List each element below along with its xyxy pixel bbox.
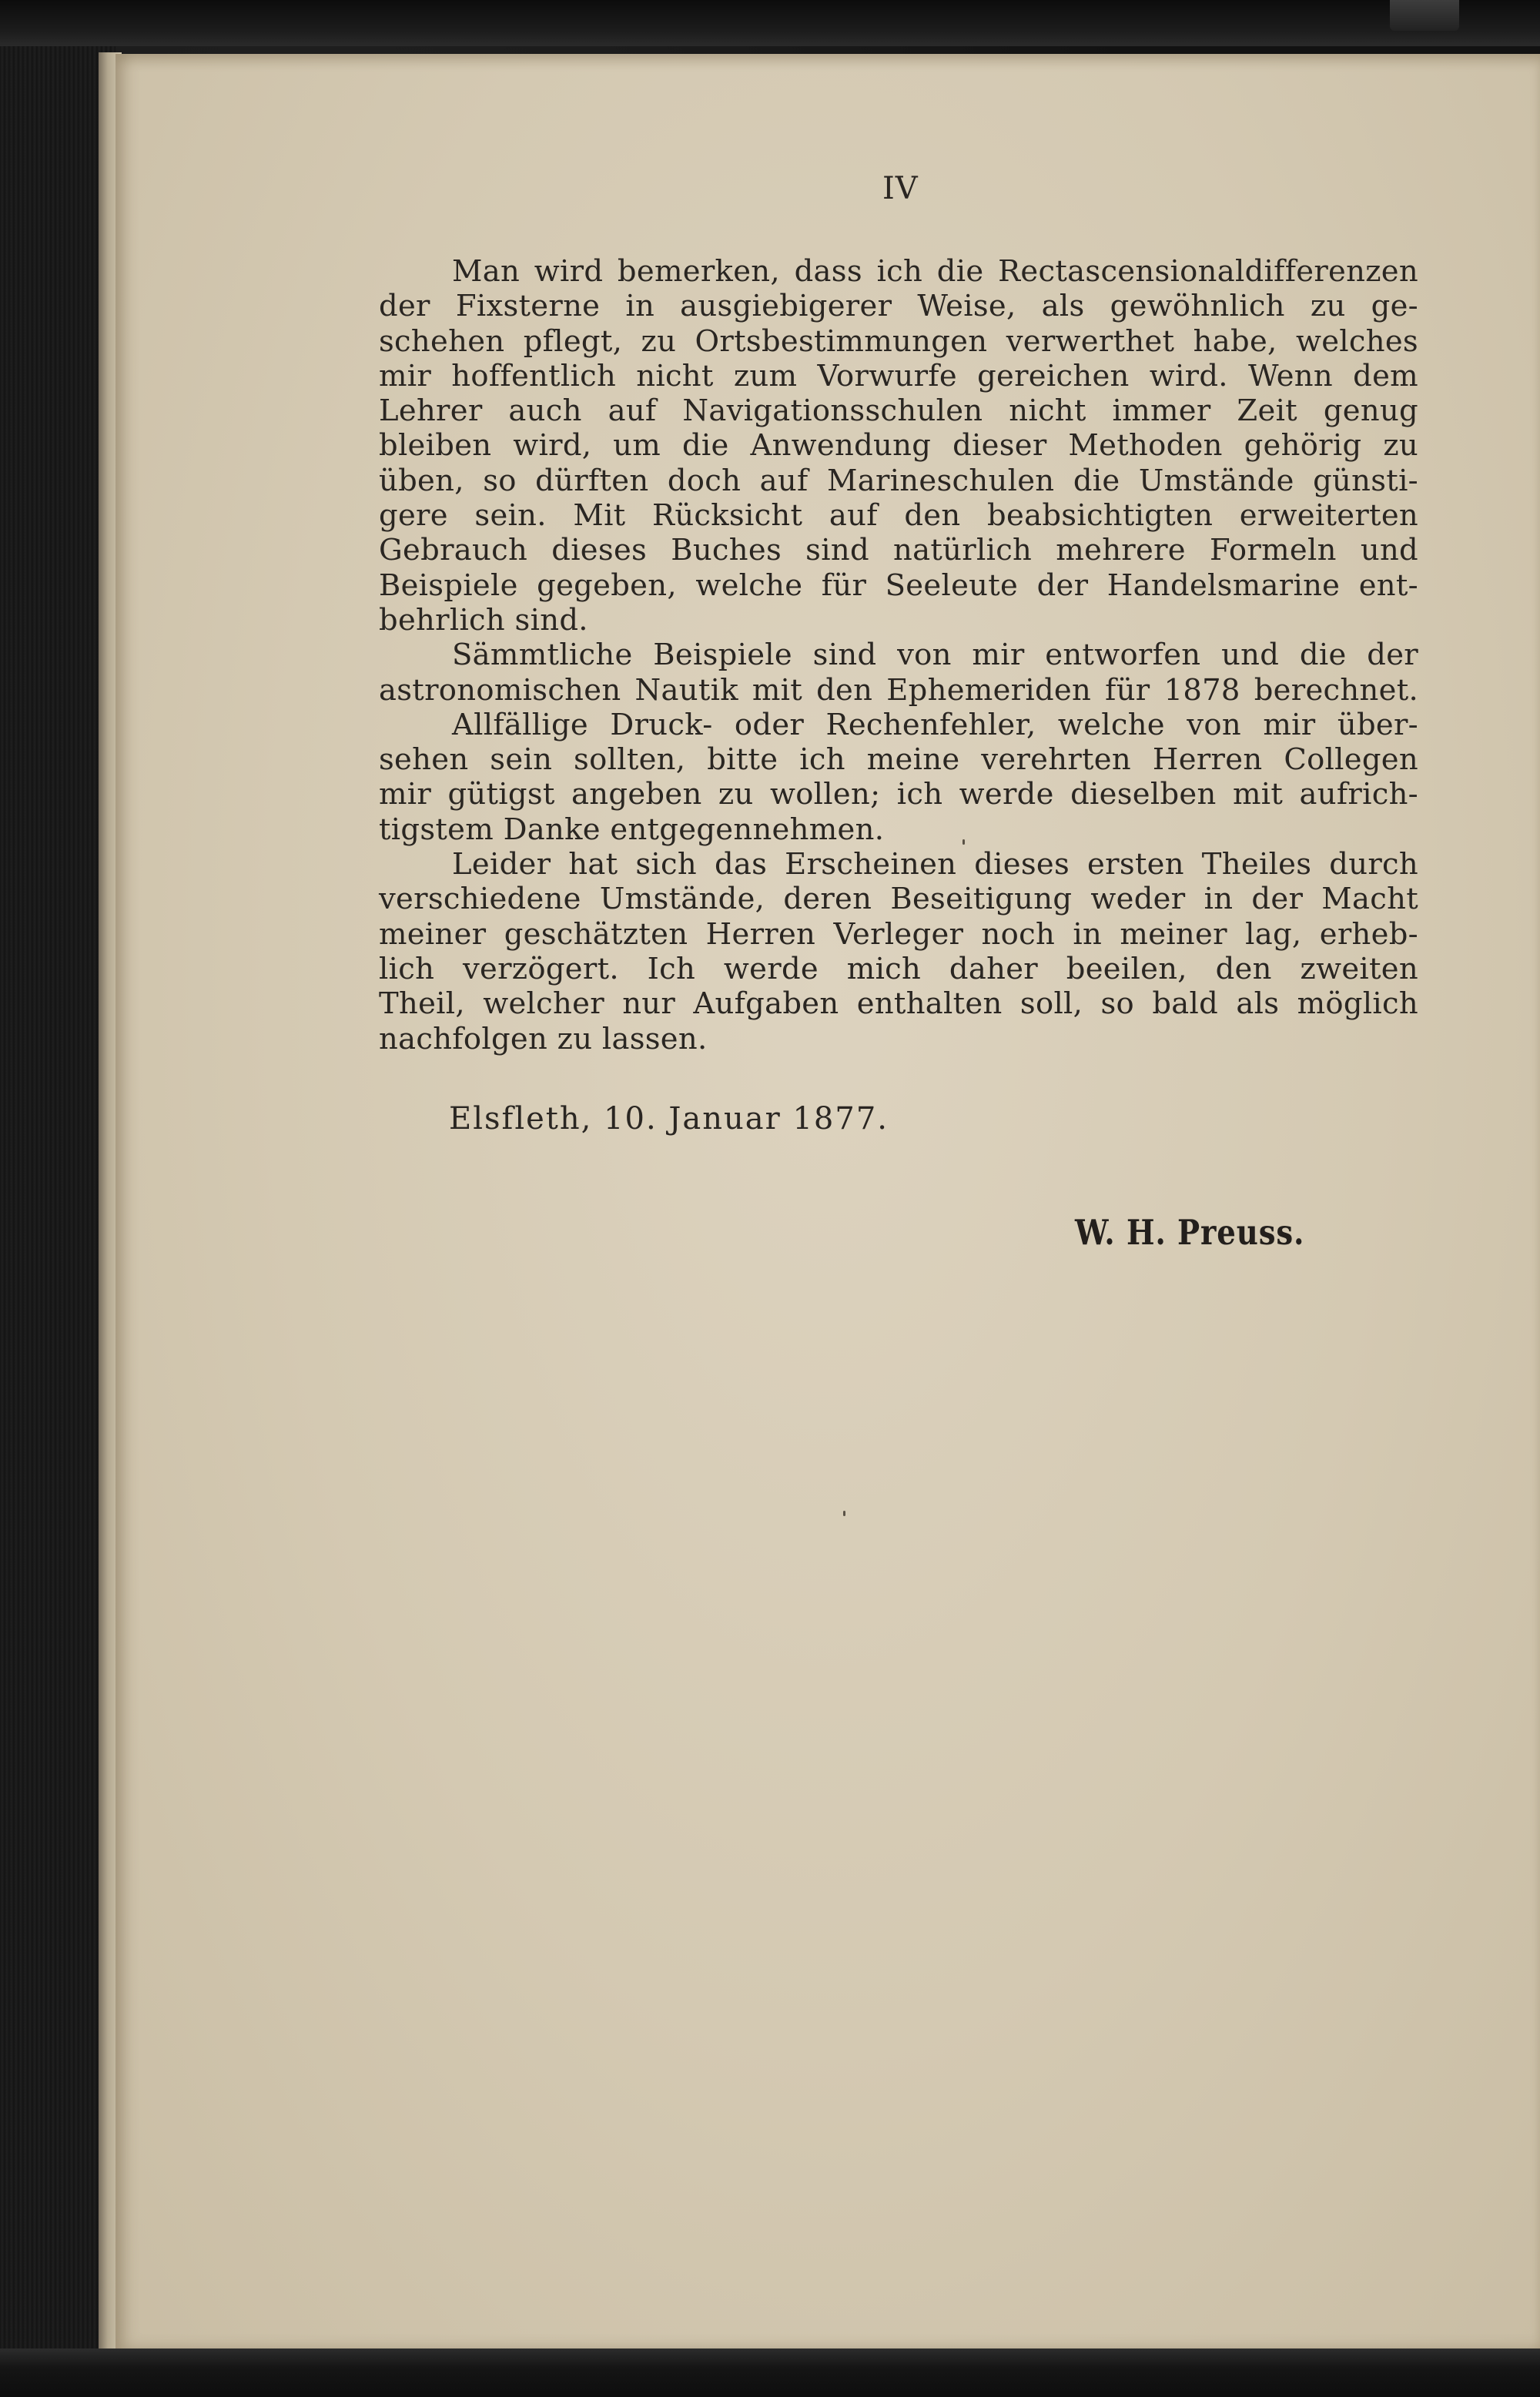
text-line: Theil, welcher nur Aufgaben enthalten soll, so bald als möglich bbox=[379, 986, 1418, 1022]
text-line: mir hoffentlich nicht zum Vorwurfe gereichen wird. Wenn dem bbox=[379, 358, 1418, 393]
paragraph-4 bbox=[379, 847, 1418, 1056]
paragraph-1 bbox=[379, 254, 1418, 638]
body-text bbox=[379, 254, 1418, 1056]
place-date: Elsfleth, 10. Januar 1877. bbox=[449, 1101, 889, 1137]
text-line: Man wird bemerken, dass ich die Rectascensionaldifferenzen bbox=[452, 254, 1418, 289]
paper-speck bbox=[843, 1511, 845, 1516]
book-binding-top bbox=[0, 0, 1540, 46]
text-line: Lehrer auch auf Navigationsschulen nicht immer Zeit genug bbox=[379, 393, 1418, 429]
text-line: astronomischen Nautik mit den Ephemeriden für 1878 berechnet. bbox=[379, 672, 1418, 708]
paper-speck bbox=[962, 839, 965, 845]
text-line: bleiben wird, um die Anwendung dieser Methoden gehörig zu bbox=[379, 428, 1418, 464]
paragraph-3 bbox=[379, 708, 1418, 847]
text-line: üben, so dürften doch auf Marineschulen die Umstände günsti- bbox=[379, 463, 1418, 498]
text-line: Gebrauch dieses Buches sind natürlich mehrere Formeln und bbox=[379, 533, 1418, 568]
text-line: mir gütigst angeben zu wollen; ich werde dieselben mit aufrich- bbox=[379, 777, 1418, 812]
text-line: meiner geschätzten Herren Verleger noch in meiner lag, erheb- bbox=[379, 916, 1418, 952]
author-signature: W. H. Preuss. bbox=[1075, 1212, 1305, 1253]
book-binding-bottom bbox=[0, 2348, 1540, 2397]
text-line: der Fixsterne in ausgiebigerer Weise, als gewöhnlich zu ge- bbox=[379, 289, 1418, 324]
text-line: Beispiele gegeben, welche für Seeleute der Handelsmarine ent- bbox=[379, 567, 1418, 603]
text-line: Sämmtliche Beispiele sind von mir entworfen und die der bbox=[452, 638, 1418, 673]
text-line: lich verzögert. Ich werde mich daher beeilen, den zweiten bbox=[379, 951, 1418, 986]
text-line: tigstem Danke entgegennehmen. bbox=[379, 812, 885, 847]
text-line: Leider hat sich das Erscheinen dieses ersten Theiles durch bbox=[452, 847, 1418, 882]
text-line: schehen pflegt, zu Ortsbestimmungen verwerthet habe, welches bbox=[379, 323, 1418, 359]
text-line: nachfolgen zu lassen. bbox=[379, 1021, 708, 1056]
text-line: gere sein. Mit Rücksicht auf den beabsichtigten erweiterten bbox=[379, 498, 1418, 534]
page-number: IV bbox=[882, 171, 919, 206]
text-line: behrlich sind. bbox=[379, 602, 588, 638]
text-line: verschiedene Umstände, deren Beseitigung weder in der Macht bbox=[379, 882, 1418, 917]
text-line: Allfällige Druck- oder Rechenfehler, welche von mir über- bbox=[452, 707, 1418, 742]
paragraph-2 bbox=[379, 638, 1418, 708]
book-clasp bbox=[1390, 0, 1459, 31]
text-line: sehen sein sollten, bitte ich meine verehrten Herren Collegen bbox=[379, 742, 1418, 778]
